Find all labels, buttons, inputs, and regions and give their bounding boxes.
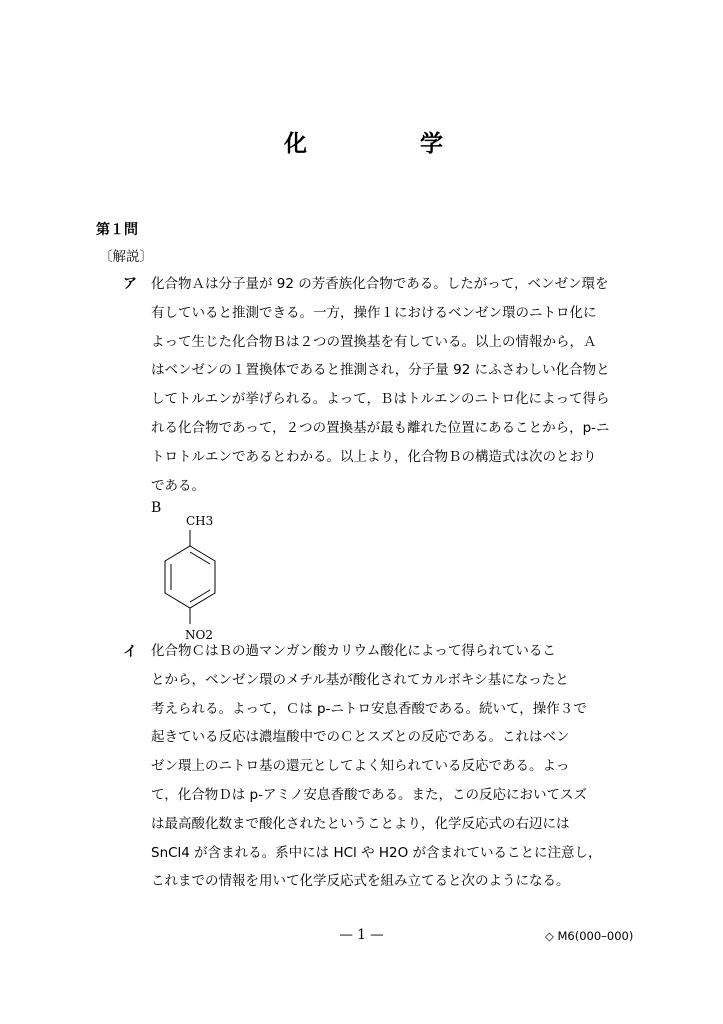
paragraph-line: SnCl4 が含まれる。系中には HCl や H2O が含まれていることに注意し， <box>151 844 602 861</box>
paragraph-line: ゼン環上のニトロ基の還元としてよく知られている反応である。よっ <box>151 758 570 775</box>
paragraph-line: トロトルエンであるとわかる。以上より，化合物Ｂの構造式は次のとおり <box>151 448 597 465</box>
paragraph-line: 有していると推測できる。一方，操作１におけるベンゼン環のニトロ化に <box>151 304 597 321</box>
document-code: ◇ M6(000–000) <box>545 929 634 943</box>
title-char-1: 化 <box>284 131 307 157</box>
paragraph-line: 考えられる。よって，Ｃは p-ニトロ安息香酸である。続いて，操作３で <box>151 700 587 717</box>
benzene-ring <box>165 546 215 608</box>
question-heading: 第１問 <box>96 222 138 238</box>
methyl-group-label: CH3 <box>186 514 214 528</box>
section-i-paragraph <box>151 637 631 896</box>
nitro-group-label: NO2 <box>185 628 213 642</box>
page-number: — 1 — <box>339 927 384 943</box>
section-a-marker: ア <box>123 276 137 292</box>
structure-label: B <box>151 500 162 516</box>
double-bond-1 <box>190 552 210 564</box>
paragraph-line: れる化合物であって，２つの置換基が最も離れた位置にあることから，p-ニ <box>151 419 610 436</box>
p-nitrotoluene-structure <box>150 510 240 645</box>
paragraph-line: 起きている反応は濃塩酸中でのＣとスズとの反応である。これはベン <box>151 729 570 746</box>
paragraph-line: は最高酸化数まで酸化されたということより，化学反応式の右辺には <box>151 815 570 832</box>
paragraph-line: はベンゼンの１置換体であると推測され，分子量 92 にふさわしい化合物と <box>151 362 610 379</box>
section-i-marker: イ <box>123 644 137 660</box>
double-bond-2 <box>190 590 210 602</box>
paragraph-line: とから，ベンゼン環のメチル基が酸化されてカルボキシ基になったと <box>151 671 569 688</box>
section-a-paragraph <box>151 270 631 500</box>
paragraph-line: これまでの情報を用いて化学反応式を組み立てると次のようになる。 <box>151 873 570 890</box>
paragraph-line: 化合物Ａは分子量が 92 の芳香族化合物である。したがって，ベンゼン環を <box>151 276 609 292</box>
paragraph-line: である。 <box>151 477 205 494</box>
paragraph-line: て，化合物Ｄは p-アミノ安息香酸である。また，この反応においてスズ <box>151 786 587 803</box>
paragraph-line: よって生じた化合物Ｂは２つの置換基を有している。以上の情報から，Ａ <box>151 333 597 350</box>
paragraph-line: してトルエンが挙げられる。よって，Ｂはトルエンのニトロ化によって得ら <box>151 391 610 408</box>
paragraph-line: 化合物ＣはＢの過マンガン酸カリウム酸化によって得られているこ <box>151 643 556 659</box>
title-char-2: 学 <box>420 131 443 157</box>
explanation-label: 〔解説〕 <box>99 249 153 265</box>
